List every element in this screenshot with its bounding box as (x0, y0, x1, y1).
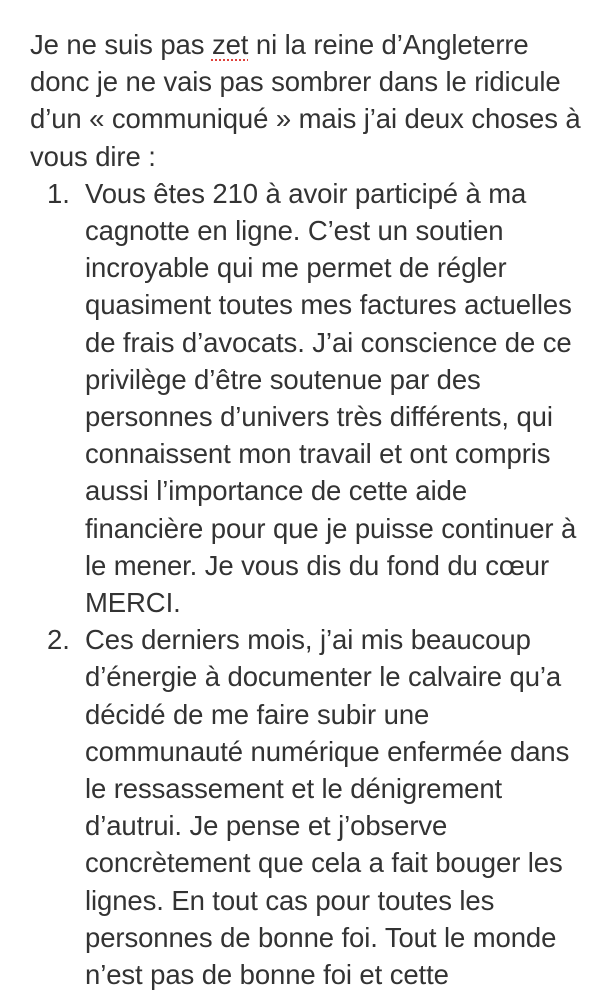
list-item-line: incroyable qui me permet de régler (85, 252, 507, 284)
list-item-line: Vous êtes 210 à avoir participé à ma (85, 177, 527, 209)
intro-text-before: Je ne suis pas (30, 29, 212, 60)
list-item-line: cagnotte en ligne. C’est un soutien (85, 215, 504, 247)
list-item-line: aussi l’importance de cette aide (85, 475, 468, 507)
list-item-line: personnes d’univers très différents, qui (85, 401, 553, 433)
list-item-line: le mener. Je vous dis du fond du cœur (85, 549, 550, 581)
list-item-line: d’énergie à documenter le calvaire qu’a (85, 661, 562, 693)
list-item-line: d’autrui. Je pense et j’observe (85, 810, 448, 842)
list-item-line: n’est pas de bonne foi et cette (85, 959, 449, 991)
list-item-line: de frais d’avocats. J’ai conscience de ce (85, 326, 572, 358)
list-item-line: lignes. En tout cas pour toutes les (85, 884, 495, 916)
list-item-line: quasiment toutes mes factures actuelles (85, 289, 572, 321)
intro-line-2: donc je ne vais pas sombrer dans le ridicule (30, 66, 561, 98)
list-item-line: le ressassement et le dénigrement (85, 773, 503, 805)
intro-text-after: ni la reine d’Angleterre (248, 29, 529, 60)
misspelled-word[interactable]: zet (211, 29, 249, 60)
list-item-line: concrètement que cela a fait bouger les (85, 847, 563, 879)
list-item-line: MERCI. (85, 587, 181, 619)
intro-line-1 (30, 26, 590, 63)
intro-line-3: d’un « communiqué » mais j’ai deux choses à (30, 103, 581, 135)
list-item-line: personnes de bonne foi. Tout le monde (85, 921, 557, 953)
list-item-line: décidé de me faire subir une (85, 698, 430, 730)
intro-paragraph (30, 26, 590, 175)
intro-line-4: vous dire : (30, 140, 156, 172)
document-body[interactable] (30, 26, 590, 993)
list-item-line: privilège d’être soutenue par des (85, 363, 481, 395)
list-item-line: connaissent mon travail et ont compris (85, 438, 551, 470)
list-item-2 (30, 621, 590, 993)
list-number: 2. (47, 624, 70, 656)
numbered-list (30, 175, 590, 993)
list-item-line: financière pour que je puisse continuer à (85, 512, 577, 544)
list-item-line: communauté numérique enfermée dans (85, 735, 570, 767)
list-item-1 (30, 175, 590, 621)
list-number: 1. (47, 177, 70, 209)
list-item-line: Ces derniers mois, j’ai mis beaucoup (85, 624, 531, 656)
